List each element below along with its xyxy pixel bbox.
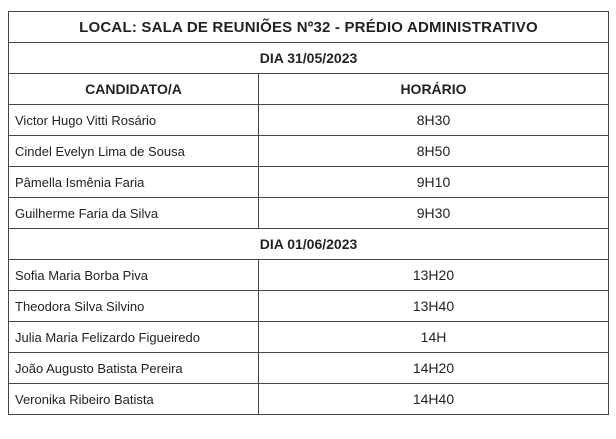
table-row bbox=[9, 260, 609, 291]
candidate-time: 14H40 bbox=[259, 384, 609, 415]
table-row bbox=[9, 353, 609, 384]
candidate-time: 9H10 bbox=[259, 167, 609, 198]
table-row bbox=[9, 136, 609, 167]
candidate-name: Guilherme Faria da Silva bbox=[9, 198, 259, 229]
column-header-row bbox=[9, 74, 609, 105]
title-row bbox=[9, 12, 609, 43]
candidate-name: Sofia Maria Borba Piva bbox=[9, 260, 259, 291]
table-row bbox=[9, 322, 609, 353]
table-row bbox=[9, 198, 609, 229]
candidate-name: Pâmella Ismênia Faria bbox=[9, 167, 259, 198]
candidate-time: 8H50 bbox=[259, 136, 609, 167]
candidate-time: 13H40 bbox=[259, 291, 609, 322]
candidate-name: Theodora Silva Silvino bbox=[9, 291, 259, 322]
day-label: DIA 01/06/2023 bbox=[9, 229, 609, 260]
day-header-row bbox=[9, 43, 609, 74]
candidate-name: João Augusto Batista Pereira bbox=[9, 353, 259, 384]
schedule-table bbox=[8, 11, 609, 415]
location-title: LOCAL: SALA DE REUNIÕES Nº32 - PRÉDIO ADMINISTRATIVO bbox=[9, 12, 609, 43]
candidate-time: 14H20 bbox=[259, 353, 609, 384]
candidate-name: Victor Hugo Vitti Rosário bbox=[9, 105, 259, 136]
candidate-column-header: CANDIDATO/A bbox=[9, 74, 259, 105]
day-header-row bbox=[9, 229, 609, 260]
table-row bbox=[9, 167, 609, 198]
table-row bbox=[9, 384, 609, 415]
candidate-name: Julia Maria Felizardo Figueiredo bbox=[9, 322, 259, 353]
candidate-time: 13H20 bbox=[259, 260, 609, 291]
candidate-name: Veronika Ribeiro Batista bbox=[9, 384, 259, 415]
table-row bbox=[9, 105, 609, 136]
day-label: DIA 31/05/2023 bbox=[9, 43, 609, 74]
candidate-time: 8H30 bbox=[259, 105, 609, 136]
time-column-header: HORÁRIO bbox=[259, 74, 609, 105]
table-row bbox=[9, 291, 609, 322]
candidate-name: Cindel Evelyn Lima de Sousa bbox=[9, 136, 259, 167]
candidate-time: 9H30 bbox=[259, 198, 609, 229]
candidate-time: 14H bbox=[259, 322, 609, 353]
